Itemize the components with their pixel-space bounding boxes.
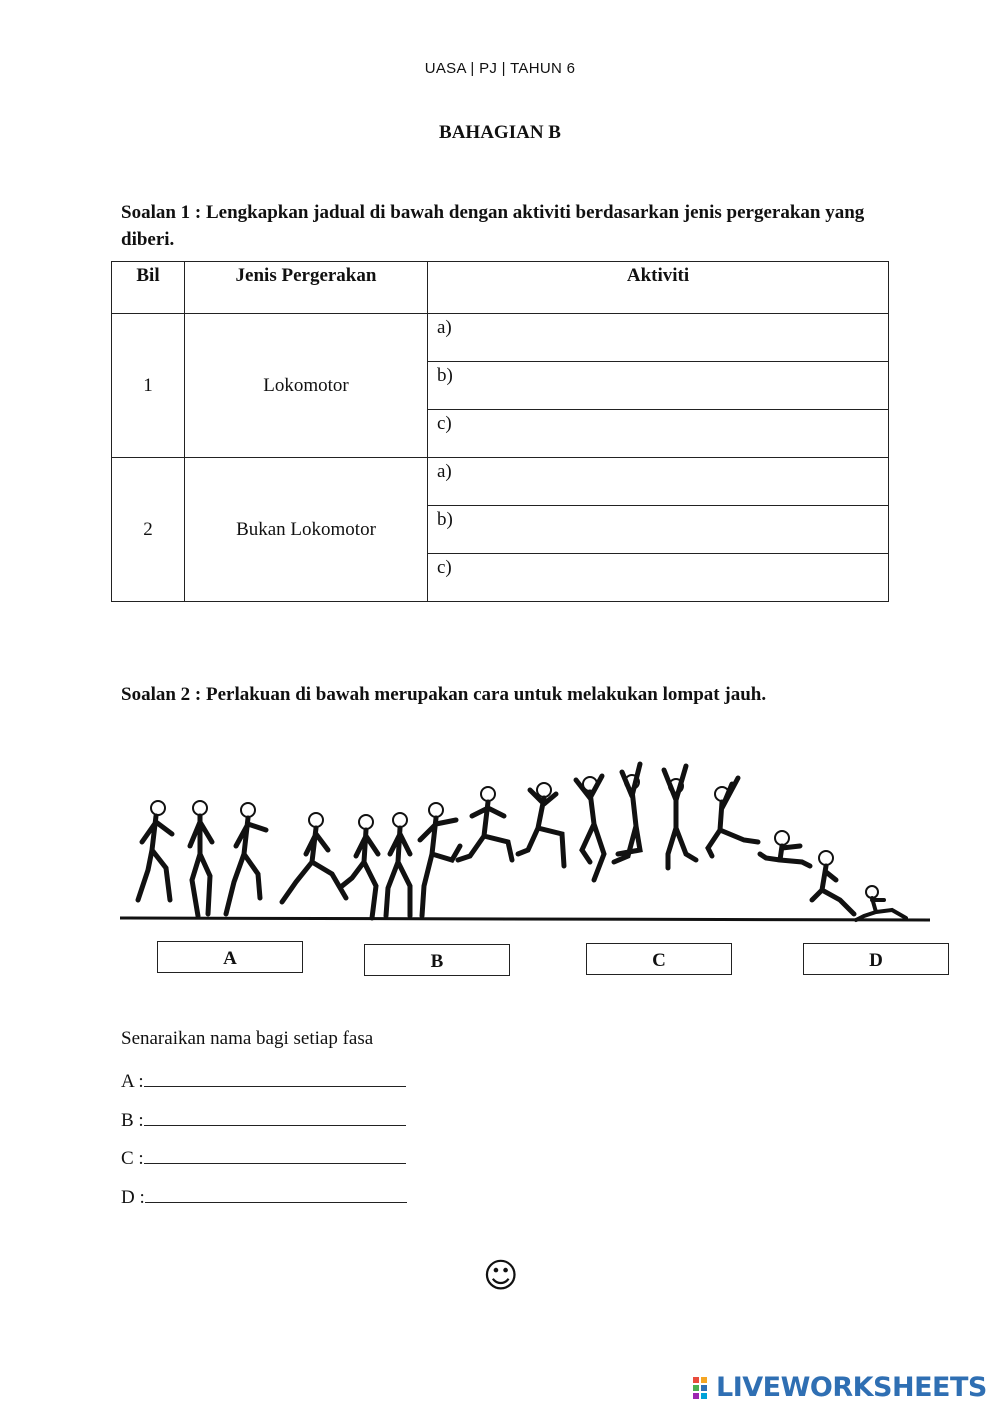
answer-cell[interactable]: a) [428, 314, 889, 362]
table-header-row [112, 262, 889, 314]
runner-figure-5 [342, 815, 378, 918]
answer-line-c [121, 1145, 406, 1170]
smiley-icon: ☺ [483, 1256, 519, 1296]
question-1-text: Soalan 1 : Lengkapkan jadual di bawah dengan aktiviti berdasarkan jenis pergerakan yang diberi. [121, 202, 865, 250]
answer-cell[interactable]: b) [428, 506, 889, 554]
flight-figure-1 [518, 783, 564, 866]
phase-label-c: C [586, 943, 732, 975]
brand-text: LIVEWORKSHEETS [716, 1372, 987, 1403]
runner-figure-2 [190, 801, 212, 916]
answer-label: C : [121, 1148, 144, 1169]
runner-figure-6 [386, 813, 410, 916]
activity-table [111, 261, 889, 602]
answer-label: D : [121, 1187, 145, 1208]
table-row [112, 458, 889, 506]
column-header-bil: Bil [112, 262, 185, 314]
landing-figure-4 [856, 886, 906, 920]
phase-label-a: A [157, 941, 303, 973]
answer-blank[interactable] [144, 1068, 406, 1087]
answer-blank[interactable] [144, 1145, 406, 1164]
landing-figure-2 [760, 831, 810, 866]
landing-figure-1 [708, 778, 758, 856]
liveworksheets-logo [692, 1372, 987, 1403]
ground-line [120, 918, 930, 920]
instruction-text: Senaraikan nama bagi setiap fasa [121, 1028, 374, 1049]
question-2-text: Soalan 2 : Perlakuan di bawah merupakan cara untuk melakukan lompat jauh. [121, 684, 767, 705]
column-header-jenis: Jenis Pergerakan [185, 262, 428, 314]
answer-blank[interactable] [144, 1107, 406, 1126]
flight-figure-3 [614, 764, 640, 862]
answer-line-b [121, 1107, 406, 1132]
takeoff-figure-1 [420, 803, 460, 916]
runner-figure-4 [282, 813, 346, 902]
phase-label-b: B [364, 944, 510, 976]
runner-figure-1 [138, 801, 172, 900]
answer-cell[interactable]: b) [428, 362, 889, 410]
column-header-aktiviti: Aktiviti [428, 262, 889, 314]
answer-line-a [121, 1068, 406, 1093]
answer-cell[interactable]: c) [428, 410, 889, 458]
page-header: UASA | PJ | TAHUN 6 [424, 60, 576, 77]
answer-cell[interactable]: c) [428, 554, 889, 602]
long-jump-sequence-illustration [120, 750, 930, 930]
flight-figure-2 [576, 776, 604, 880]
table-row [112, 314, 889, 362]
phase-label-d: D [803, 943, 949, 975]
row-2-bil: 2 [112, 458, 185, 602]
flight-figure-4 [664, 766, 696, 868]
liveworksheets-grid-icon [692, 1376, 716, 1400]
takeoff-figure-2 [458, 787, 512, 860]
runner-figure-3 [226, 803, 266, 914]
section-title: BAHAGIAN B [439, 122, 561, 143]
row-1-jenis: Lokomotor [185, 314, 428, 458]
row-1-bil: 1 [112, 314, 185, 458]
answer-blank[interactable] [145, 1184, 407, 1203]
answer-line-d [121, 1184, 407, 1209]
landing-figure-3 [812, 851, 854, 914]
row-2-jenis: Bukan Lokomotor [185, 458, 428, 602]
answer-cell[interactable]: a) [428, 458, 889, 506]
answer-label: B : [121, 1110, 144, 1131]
answer-label: A : [121, 1071, 144, 1092]
